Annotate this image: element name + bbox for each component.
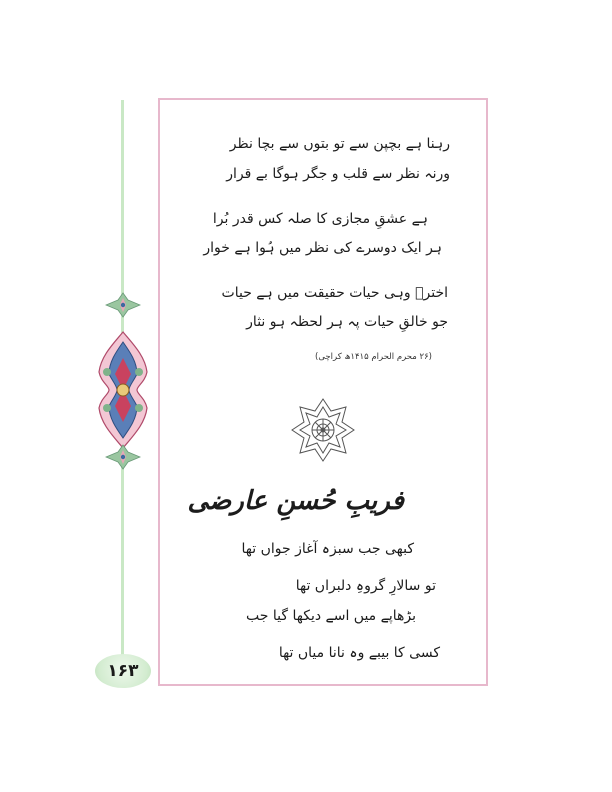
- rosette-separator-icon: [290, 397, 356, 463]
- poem1-line-1: رہنا ہے بچپن سے تو بتوں سے بچا نظر: [229, 136, 450, 152]
- small-floral-ornament-bottom-icon: [105, 444, 141, 470]
- page-number: ۱۶۳: [107, 661, 139, 681]
- poem2-line-4: کسی کا بیبے وہ نانا میاں تھا: [278, 645, 440, 661]
- page-number-badge: [95, 654, 151, 688]
- poem1-line-3: ہے عشقِ مجازی کا صلہ کس قدر بُرا: [212, 211, 428, 227]
- poem2-line-1: کبھی جب سبزہ آغاز جواں تھا: [241, 541, 414, 557]
- small-floral-ornament-top-icon: [105, 292, 141, 318]
- poem2-line-3: بڑھاپے میں اسے دیکھا گیا جب: [246, 608, 416, 624]
- large-floral-ornament-icon: [97, 330, 149, 450]
- poem1-line-4: ہر ایک دوسرے کی نظر میں ہُوا ہے خوار: [203, 240, 442, 256]
- poem1-line-5: اخترؔ وہی حیات حقیقت میں ہے حیات: [221, 285, 448, 301]
- poem1-date: (۲۶ محرم الحرام ۱۴۱۵ھ کراچی): [315, 352, 432, 362]
- poem2-line-2: تو سالارِ گروہِ دلبراں تھا: [295, 578, 436, 594]
- poem1-line-2: ورنہ نظر سے قلب و جگر ہوگا بے قرار: [226, 166, 450, 182]
- poem2-title: فریبِ حُسنِ عارضی: [187, 486, 404, 516]
- page-frame: [158, 98, 488, 686]
- poem1-line-6: جو خالقِ حیات پہ ہر لحظہ ہو نثار: [246, 314, 448, 330]
